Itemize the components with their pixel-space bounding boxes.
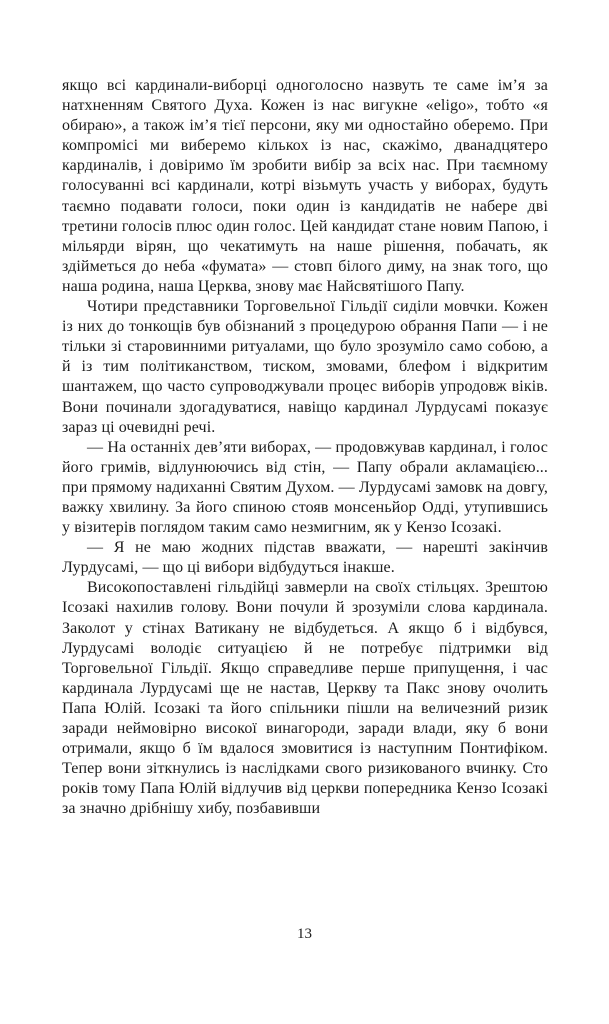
page-text-block — [62, 76, 548, 819]
paragraph: Високопоставлені гільдійці завмерли на своїх стільцях. Зрештою Ісозакі нахилив голову. Вони почули й зрозуміли слова кардинала. Заколот у стінах Ватикану не відбудеться. А якщо б і відбувся, Лурдусамі володіє ситуацією й не потребує підтримки від Торговельної Гільдії. Якщо справедливе перше припущення, і час кардинала Лурдусамі ще не настав, Церкву та Пакс знову очолить Папа Юлій. Ісозакі та його спільники пішли на величезний ризик заради неймовірно високої винагороди, заради влади, яку б вони отримали, якщо б їм вдалося змовитися із наступним Понтифіком. Тепер вони зіткнулись із наслідками свого ризикованого вчинку. Сто років тому Папа Юлій відлучив від церкви попередника Кензо Ісозакі за значно дрібнішу хибу, позбавивши — [62, 579, 548, 818]
paragraph-dialogue: — Я не маю жодних підстав вважати, — нарешті закінчив Лурдусамі, — що ці вибори відбудуться інакше. — [62, 539, 548, 577]
paragraph: Чотири представники Торговельної Гільдії сиділи мовчки. Кожен із них до тонкощів був обізнаний з процедурою обрання Папи — і не тільки зі старовинними ритуалами, що було зрозуміло само собою, а й із тим політиканством, тиском, змовами, блефом і відкритим шантажем, що часто супроводжували процес виборів упродовж віків. Вони починали здогадуватися, навіщо кардинал Лурдусамі показує зараз ці очевидні речі. — [62, 298, 548, 436]
page-number: 13 — [297, 926, 312, 942]
paragraph-dialogue: — На останніх дев’яти виборах, — продовжував кардинал, і голос його гримів, відлунюючись від стін, — Папу обрали акламацією... при прямому надиханні Святим Духом. — Лурдусамі замовк на довгу, важку хвилину. За його спиною стояв монсеньйор Одді, утупившись у візитерів поглядом таким само незмигним, як у Кензо Ісозакі. — [62, 438, 548, 537]
paragraph: якщо всі кардинали-виборці одноголосно назвуть те саме ім’я за натхненням Святого Духа. Кожен із нас вигукне «eligo», тобто «я обираю», а також ім’я тієї персони, яку ми одностайно оберемо. При компромісі ми виберемо кількох із нас, скажімо, дванадцятеро кардиналів, і довіримо їм зробити вибір за всіх нас. При таємному голосуванні всі кардинали, котрі візьмуть участь у виборах, будуть таємно подавати голоси, поки один із кандидатів не набере дві третини голосів плюс один голос. Цей кандидат стане новим Папою, і мільярди вірян, що чекатимуть на наше рішення, побачать, як здійметься до неба «фумата» — стовп білого диму, на знак того, що наша родина, наша Церква, знову має Найсвятішого Папу. — [62, 77, 548, 295]
